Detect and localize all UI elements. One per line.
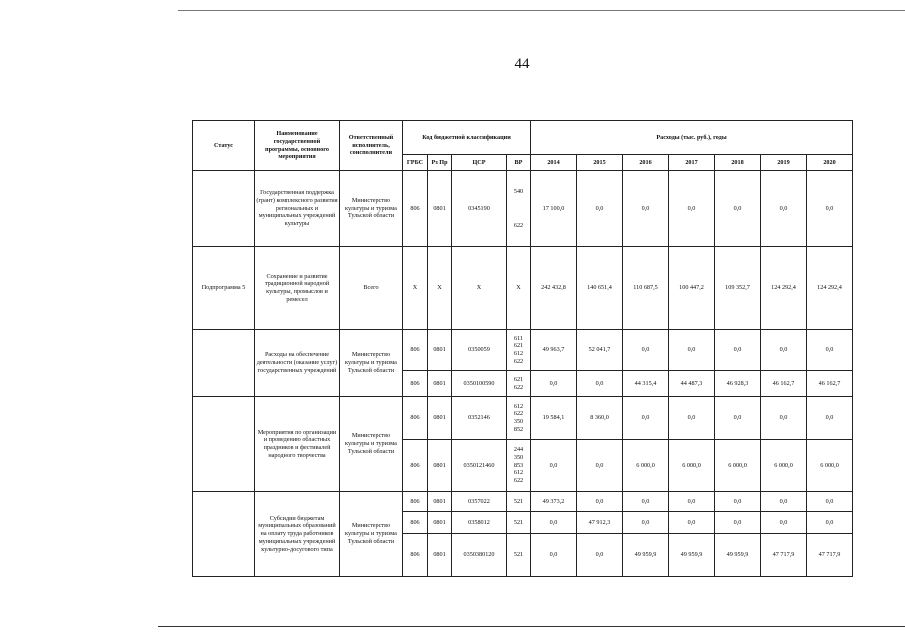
vr-code: 350	[513, 453, 524, 461]
vr: X	[507, 247, 531, 330]
rzpr: X	[428, 247, 452, 330]
csr: 0350100590	[452, 371, 507, 397]
vr-code: 622	[513, 383, 524, 391]
value: 6 000,0	[623, 440, 669, 492]
value: 0,0	[531, 371, 577, 397]
status-cell	[193, 171, 255, 247]
vr-code: 853	[513, 461, 524, 469]
header-name: Наименование государственной программы, основного мероприятия	[255, 121, 340, 171]
executor: Министерство культуры и туризма Тульской области	[340, 397, 403, 492]
value: 0,0	[807, 512, 853, 534]
status-cell: Подпрограмма 5	[193, 247, 255, 330]
header-row-1	[193, 121, 853, 155]
value: 109 352,7	[715, 247, 761, 330]
value: 0,0	[577, 534, 623, 577]
value: 0,0	[715, 492, 761, 512]
status-cell	[193, 397, 255, 492]
rzpr: 0801	[428, 492, 452, 512]
csr: 0352146	[452, 397, 507, 440]
value: 124 292,4	[761, 247, 807, 330]
value: 6 000,0	[715, 440, 761, 492]
executor: Всего	[340, 247, 403, 330]
value: 0,0	[577, 492, 623, 512]
vr-code: 244	[513, 446, 524, 454]
csr: 0358012	[452, 512, 507, 534]
header-year: 2016	[623, 155, 669, 171]
value: 0,0	[623, 397, 669, 440]
value: 0,0	[531, 440, 577, 492]
table-row	[193, 492, 853, 512]
value: 110 687,5	[623, 247, 669, 330]
header-status: Статус	[193, 121, 255, 171]
header-vr: ВР	[507, 155, 531, 171]
grbs: 806	[403, 534, 428, 577]
vr-code: 622	[513, 477, 524, 485]
status-cell	[193, 330, 255, 397]
value: 47 717,9	[807, 534, 853, 577]
value: 0,0	[761, 512, 807, 534]
header-year: 2015	[577, 155, 623, 171]
csr: 0350059	[452, 330, 507, 371]
vr-code: 350	[513, 418, 524, 425]
vr-code: 621	[513, 342, 524, 350]
vr	[507, 171, 531, 247]
activity-name: Государственная поддержка (грант) комплексного развития региональных и муниципальных учреждений культуры	[255, 171, 340, 247]
value: 49 963,7	[531, 330, 577, 371]
rzpr: 0801	[428, 534, 452, 577]
csr: 0350380120	[452, 534, 507, 577]
value: 0,0	[761, 492, 807, 512]
vr: 521	[507, 512, 531, 534]
header-year: 2018	[715, 155, 761, 171]
budget-table	[192, 120, 853, 577]
grbs: 806	[403, 492, 428, 512]
value: 0,0	[531, 512, 577, 534]
vr: 521	[507, 492, 531, 512]
value: 17 100,0	[531, 171, 577, 247]
csr: 0345190	[452, 171, 507, 247]
value: 0,0	[669, 397, 715, 440]
value: 49 959,9	[715, 534, 761, 577]
value: 47 717,9	[761, 534, 807, 577]
value: 0,0	[761, 330, 807, 371]
grbs: 806	[403, 397, 428, 440]
header-year: 2020	[807, 155, 853, 171]
value: 0,0	[669, 330, 715, 371]
header-rzpr: Рз Пр	[428, 155, 452, 171]
value: 44 315,4	[623, 371, 669, 397]
vr-code: 852	[513, 425, 524, 433]
executor: Министерство культуры и туризма Тульской области	[340, 492, 403, 577]
value: 52 041,7	[577, 330, 623, 371]
activity-name: Субсидии бюджетам муниципальных образований на оплату труда работников муниципальных учреждений культурно-досугового типа	[255, 492, 340, 577]
value: 44 487,3	[669, 371, 715, 397]
header-year: 2017	[669, 155, 715, 171]
vr-code: 612	[513, 469, 524, 477]
value: 0,0	[715, 397, 761, 440]
value: 0,0	[531, 534, 577, 577]
grbs: X	[403, 247, 428, 330]
grbs: 806	[403, 371, 428, 397]
value: 0,0	[669, 171, 715, 247]
header-executor: Ответственный исполнитель, соисполнители	[340, 121, 403, 171]
csr: 0350121460	[452, 440, 507, 492]
value: 8 360,0	[577, 397, 623, 440]
table-row	[193, 397, 853, 440]
executor: Министерство культуры и туризма Тульской области	[340, 330, 403, 397]
value: 0,0	[807, 171, 853, 247]
vr	[507, 440, 531, 492]
vr-code: 621	[513, 375, 524, 383]
value: 19 584,1	[531, 397, 577, 440]
value: 46 928,3	[715, 371, 761, 397]
status-cell	[193, 492, 255, 577]
value: 6 000,0	[807, 440, 853, 492]
value: 0,0	[807, 330, 853, 371]
header-expenses: Расходы (тыс. руб.), годы	[531, 121, 853, 155]
rzpr: 0801	[428, 397, 452, 440]
value: 0,0	[623, 330, 669, 371]
value: 0,0	[669, 492, 715, 512]
vr	[507, 330, 531, 371]
value: 0,0	[715, 512, 761, 534]
vr-gap	[508, 196, 529, 222]
vr-code: 622	[513, 410, 524, 418]
activity-name: Мероприятия по организации и проведению областных праздников и фестивалей народного творчества	[255, 397, 340, 492]
vr-code: 612	[513, 350, 524, 357]
value: 0,0	[715, 171, 761, 247]
grbs: 806	[403, 440, 428, 492]
grbs: 806	[403, 171, 428, 247]
header-csr: ЦСР	[452, 155, 507, 171]
value: 0,0	[577, 171, 623, 247]
value: 242 432,8	[531, 247, 577, 330]
executor: Министерство культуры и туризма Тульской области	[340, 171, 403, 247]
grbs: 806	[403, 330, 428, 371]
table-row-subprogram	[193, 247, 853, 330]
activity-name: Сохранение и развитие традиционной народной культуры, промыслов и ремесел	[255, 247, 340, 330]
rzpr: 0801	[428, 330, 452, 371]
value: 0,0	[715, 330, 761, 371]
value: 0,0	[669, 512, 715, 534]
rzpr: 0801	[428, 171, 452, 247]
activity-name: Расходы на обеспечение деятельности (оказание услуг) государственных учреждений	[255, 330, 340, 397]
rzpr: 0801	[428, 440, 452, 492]
value: 6 000,0	[669, 440, 715, 492]
value: 49 959,9	[669, 534, 715, 577]
value: 0,0	[623, 492, 669, 512]
rzpr: 0801	[428, 512, 452, 534]
value: 0,0	[577, 440, 623, 492]
value: 0,0	[761, 397, 807, 440]
value: 0,0	[807, 397, 853, 440]
vr-code: 622	[513, 357, 524, 365]
table-row	[193, 171, 853, 247]
header-budget-code: Код бюджетной классификации	[403, 121, 531, 155]
value: 0,0	[807, 492, 853, 512]
vr-code: 611	[513, 334, 524, 342]
top-rule	[178, 10, 905, 11]
value: 0,0	[623, 512, 669, 534]
bottom-rule	[158, 626, 905, 627]
csr: X	[452, 247, 507, 330]
value: 100 447,2	[669, 247, 715, 330]
vr-code: 540	[513, 187, 524, 195]
value: 47 912,3	[577, 512, 623, 534]
header-year: 2014	[531, 155, 577, 171]
value: 49 959,9	[623, 534, 669, 577]
value: 46 162,7	[761, 371, 807, 397]
value: 140 651,4	[577, 247, 623, 330]
header-grbs: ГРБС	[403, 155, 428, 171]
csr: 0357022	[452, 492, 507, 512]
page-number: 44	[514, 56, 530, 72]
value: 6 000,0	[761, 440, 807, 492]
value: 49 373,2	[531, 492, 577, 512]
header-year: 2019	[761, 155, 807, 171]
vr	[507, 371, 531, 397]
table-row	[193, 330, 853, 371]
vr-code: 612	[513, 402, 524, 410]
value: 0,0	[623, 171, 669, 247]
value: 0,0	[577, 371, 623, 397]
value: 124 292,4	[807, 247, 853, 330]
vr: 521	[507, 534, 531, 577]
grbs: 806	[403, 512, 428, 534]
value: 46 162,7	[807, 371, 853, 397]
vr-code: 622	[513, 221, 524, 229]
value: 0,0	[761, 171, 807, 247]
vr	[507, 397, 531, 440]
rzpr: 0801	[428, 371, 452, 397]
